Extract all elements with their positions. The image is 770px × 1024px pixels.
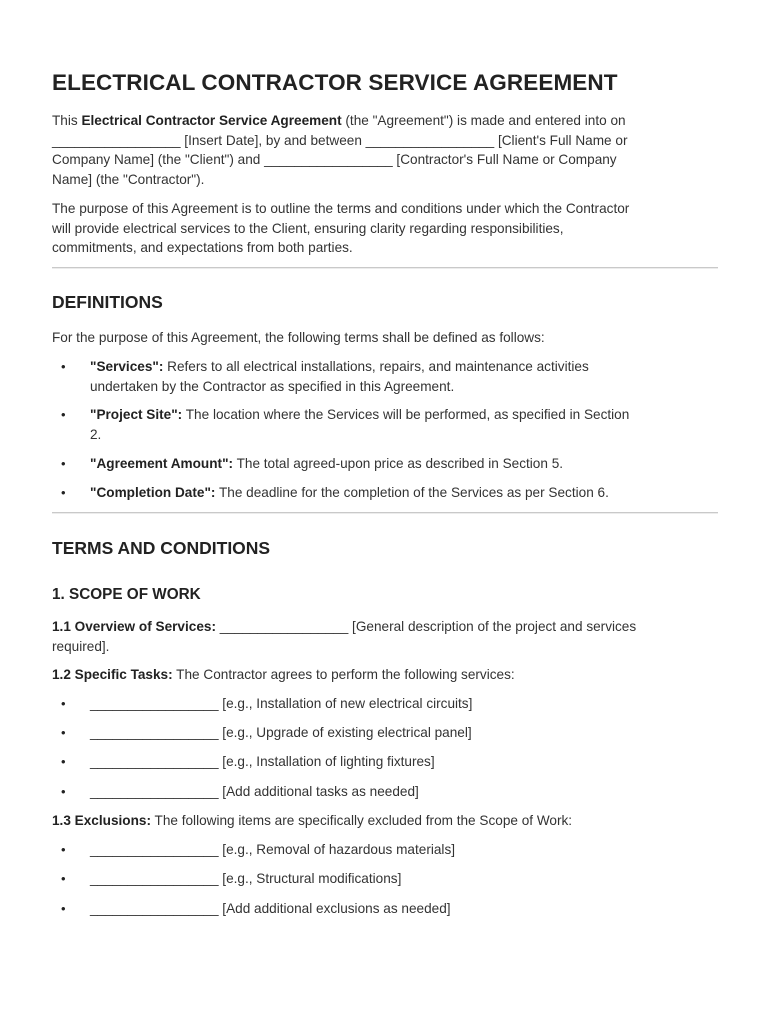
definition-term: "Project Site": — [90, 407, 183, 422]
tasks-text: The Contractor agrees to perform the following services: — [172, 667, 515, 682]
overview-paragraph — [52, 617, 720, 656]
definition-text: The total agreed-upon price as described in Section 5. — [233, 456, 564, 471]
section-divider — [52, 512, 718, 514]
purpose-line-3: commitments, and expectations from both parties. — [52, 240, 353, 256]
definition-text: 2. — [90, 426, 102, 442]
terms-heading: TERMS AND CONDITIONS — [52, 538, 271, 558]
exclusion-text: _________________ [e.g., Removal of hazardous materials] — [90, 842, 456, 857]
definition-term: "Completion Date": — [90, 485, 216, 500]
exclusion-item — [61, 840, 720, 860]
exclusions-paragraph — [52, 811, 720, 831]
bullet-icon: • — [61, 407, 66, 422]
purpose-line-2: will provide electrical services to the Client, ensuring clarity regarding responsibilities, — [52, 220, 564, 236]
overview-text: required]. — [52, 638, 110, 654]
exclusion-text: _________________ [Add additional exclusions as needed] — [90, 901, 451, 916]
definition-term: "Agreement Amount": — [90, 456, 234, 471]
overview-label: 1.1 Overview of Services: — [52, 619, 216, 634]
scope-heading: 1. SCOPE OF WORK — [52, 586, 201, 603]
purpose-paragraph — [52, 199, 720, 258]
bullet-icon: • — [61, 842, 66, 857]
bullet-icon: • — [61, 901, 66, 916]
task-text: _________________ [e.g., Installation of new electrical circuits] — [90, 696, 473, 711]
definition-term: "Services": — [90, 359, 164, 374]
exclusion-item — [61, 899, 720, 919]
intro-text-1: This — [52, 113, 82, 128]
intro-text-3: _________________ [Insert Date], by and between _________________ [Client's Full Name or — [52, 132, 628, 148]
intro-text-2: (the "Agreement") is made and entered into on — [341, 113, 626, 128]
task-item — [61, 694, 720, 714]
definition-text: undertaken by the Contractor as specified in this Agreement. — [90, 378, 455, 394]
bullet-icon: • — [61, 456, 66, 471]
intro-paragraph — [52, 111, 720, 189]
task-item — [61, 752, 720, 772]
document-title: ELECTRICAL CONTRACTOR SERVICE AGREEMENT — [52, 70, 618, 95]
exclusions-label: 1.3 Exclusions: — [52, 813, 151, 828]
definition-item — [61, 357, 720, 396]
task-text: _________________ [Add additional tasks as needed] — [90, 784, 419, 799]
task-item — [61, 782, 720, 802]
definition-item — [61, 483, 720, 503]
exclusion-text: _________________ [e.g., Structural modifications] — [90, 871, 402, 886]
bullet-icon: • — [61, 359, 66, 374]
intro-text-5: Name] (the "Contractor"). — [52, 171, 205, 187]
overview-text: _________________ [General description of the project and services — [215, 619, 637, 634]
agreement-name: Electrical Contractor Service Agreement — [81, 113, 342, 128]
bullet-icon: • — [61, 725, 66, 740]
definition-text: Refers to all electrical installations, repairs, and maintenance activities — [163, 359, 589, 374]
tasks-label: 1.2 Specific Tasks: — [52, 667, 173, 682]
intro-text-4: Company Name] (the "Client") and _________________ [Contractor's Full Name or Company — [52, 152, 617, 168]
definitions-heading: DEFINITIONS — [52, 292, 163, 312]
task-text: _________________ [e.g., Upgrade of existing electrical panel] — [90, 725, 472, 740]
definitions-intro: For the purpose of this Agreement, the following terms shall be defined as follows: — [52, 330, 545, 345]
section-divider — [52, 267, 718, 269]
definition-text: The deadline for the completion of the Services as per Section 6. — [215, 485, 609, 500]
definition-item — [61, 405, 720, 444]
bullet-icon: • — [61, 754, 66, 769]
task-text: _________________ [e.g., Installation of lighting fixtures] — [90, 754, 435, 769]
bullet-icon: • — [61, 485, 66, 500]
bullet-icon: • — [61, 784, 66, 799]
bullet-icon: • — [61, 871, 66, 886]
task-item — [61, 723, 720, 743]
exclusions-text: The following items are specifically excluded from the Scope of Work: — [150, 813, 573, 828]
purpose-line-1: The purpose of this Agreement is to outline the terms and conditions under which the Contractor — [52, 201, 630, 216]
exclusion-item — [61, 869, 720, 889]
bullet-icon: • — [61, 696, 66, 711]
definition-text: The location where the Services will be performed, as specified in Section — [182, 407, 630, 422]
definition-item — [61, 454, 720, 474]
tasks-paragraph — [52, 665, 720, 685]
